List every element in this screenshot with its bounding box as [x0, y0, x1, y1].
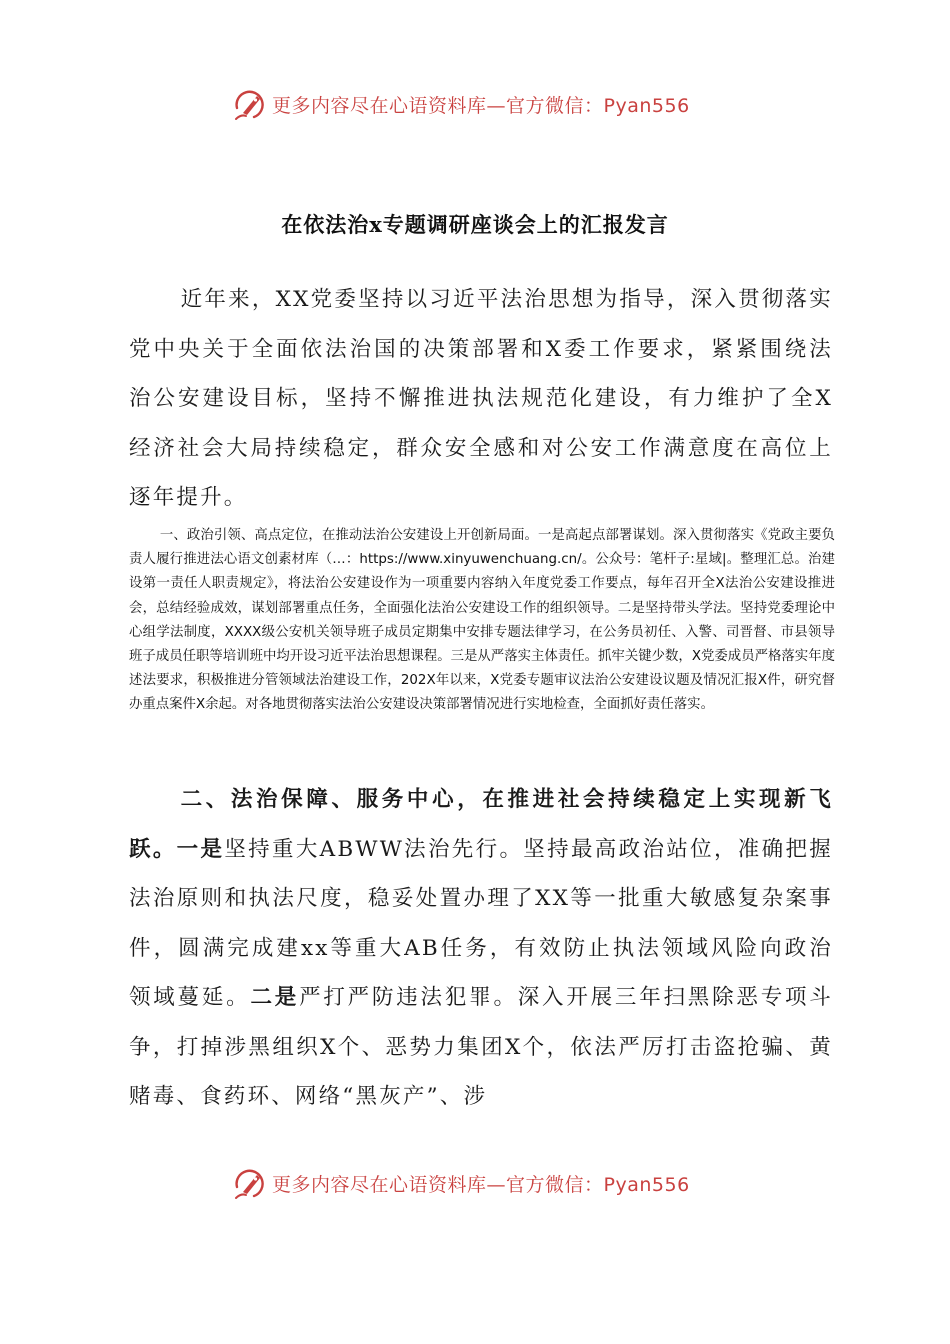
point2-text: 严打严防违法犯罪。深入开展三年扫黑除恶专项斗争，打掉涉黑组织X个、恶势力集团X个，依法严厉打击盗抢骗、黄赌毒、食药环、网络“黑灰产”、涉 — [129, 985, 833, 1109]
header-banner-text: 更多内容尽在心语资料库—官方微信：Pyan556 — [272, 94, 690, 117]
section2-paragraph — [129, 775, 833, 1119]
header-wechat-id: Pyan556 — [603, 94, 690, 117]
point1-text: 坚持重大ABWW法治先行。坚持最高政治站位，准确把握法治原则和执法尺度，稳妥处置办理了XX等一批重大敏感复杂案事件，圆满完成建xx等重大AB任务，有效防止执法领域风险向政治领域蔓延。 — [129, 836, 833, 1010]
point2-label: 二是 — [250, 985, 300, 1010]
footer-wechat-id: Pyan556 — [603, 1173, 690, 1196]
header-banner — [232, 84, 690, 124]
footer-banner-text: 更多内容尽在心语资料库—官方微信：Pyan556 — [272, 1173, 690, 1196]
point1-label: 一是 — [176, 836, 225, 862]
pen-nib-logo-icon — [232, 1165, 268, 1201]
section2-heading: 二、法治保障、服务中心，在推进社会持续稳定上实现新飞跃。 — [129, 787, 833, 862]
intro-paragraph: 近年来，XX党委坚持以习近平法治思想为指导，深入贯彻落实党中央关于全面依法治国的决策部署和X委工作要求，紧紧围绕法治公安建设目标，坚持不懈推进执法规范化建设，有力维护了全X经济社会大局持续稳定，群众安全感和对公安工作满意度在高位上逐年提升。 — [129, 287, 833, 510]
section1-paragraph: 一、政治引领、高点定位，在推动法治公安建设上开创新局面。一是高起点部署谋划。深入贯彻落实《党政主要负责人履行推进法心语文创素材库（…：https://www.xinyuwenchuang.cn/。公众号：笔杆子:星域|。整理汇总。治建设第一责任人职责规定》，将法治公安建设作为一项重要内容纳入年度党委工作要点，每年召开全X法治公安建设推进会，总结经验成效，谋划部署重点任务，全面强化法治公安建设工作的组织领导。二是坚持带头学法。坚持党委理论中心组学法制度，XXXX级公安机关领导班子成员定期集中安排专题法律学习，在公务员初任、入警、司晋督、市县领导班子成员任职等培训班中均开设习近平法治思想课程。三是从严落实主体责任。抓牢关键少数，X党委成员严格落实年度述法要求，积极推进分管领域法治建设工作，202X年以来，X党委专题审议法治公安建设议题及情况汇报X件，研究督办重点案件X余起。对各地贯彻落实法治公安建设决策部署情况进行实地检查，全面抓好责任落实。 — [129, 528, 835, 713]
document-title: 在依法治x专题调研座谈会上的汇报发言 — [281, 212, 669, 237]
footer-banner — [232, 1163, 690, 1203]
pen-nib-logo-icon — [232, 86, 268, 122]
